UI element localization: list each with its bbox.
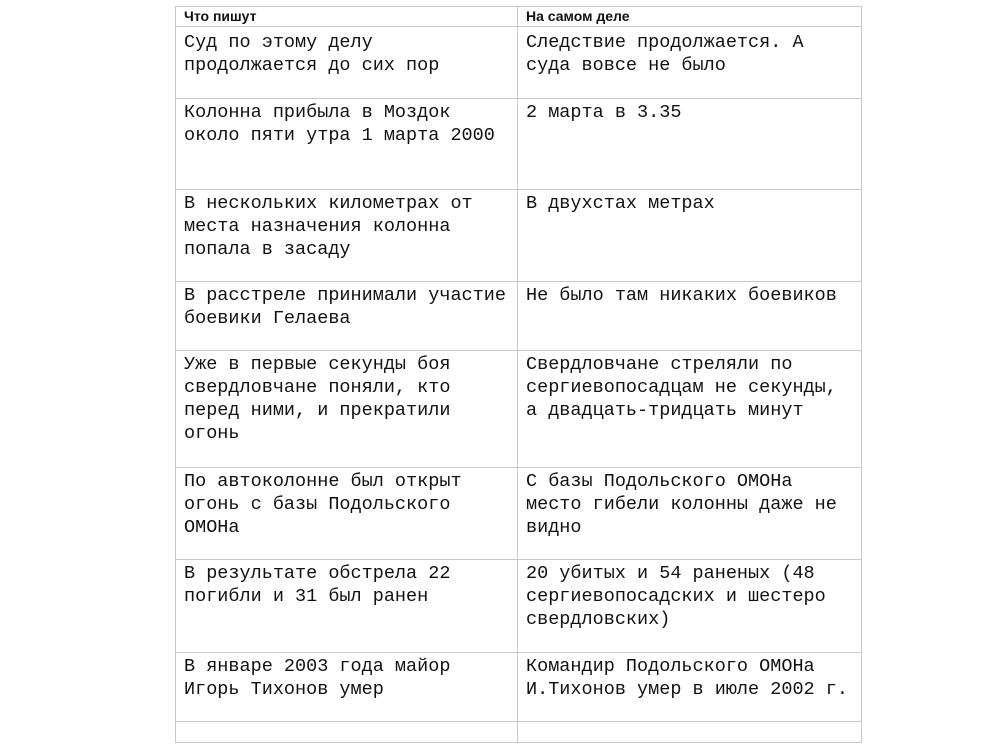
reality-cell [518,190,862,282]
reality-cell [518,351,862,468]
reality-text: 2 марта в 3.35 [526,102,682,123]
reality-text: В двухстах метрах [526,193,715,214]
reality-cell [518,468,862,560]
reality-cell [518,722,862,743]
table-row [176,351,862,468]
reality-cell [518,653,862,722]
claim-cell [176,560,518,653]
claim-text: В результате обстрела 22 погибли и 31 был ранен [184,563,451,607]
claim-text: В январе 2003 года майор Игорь Тихонов умер [184,656,451,700]
reality-text: Свердловчане стреляли по сергиевопосадцам не секунды, а двадцать-тридцать минут [526,354,837,421]
reality-cell [518,282,862,351]
claim-text: Суд по этому делу продолжается до сих пор [184,32,440,76]
table-row [176,190,862,282]
claim-cell [176,468,518,560]
table-header-row [176,7,862,27]
claim-cell [176,282,518,351]
claim-text [184,722,509,724]
table-row [176,27,862,99]
claim-cell [176,351,518,468]
claim-cell [176,27,518,99]
header-reality: На самом деле [518,7,862,27]
reality-text: Следствие продолжается. А суда вовсе не было [526,32,804,76]
claim-cell [176,653,518,722]
claim-text: По автоколонне был открыт огонь с базы Подольского ОМОНа [184,471,462,538]
reality-cell [518,27,862,99]
comparison-table [175,6,862,743]
claim-text: В расстреле принимали участие боевики Гелаева [184,285,506,329]
header-claim: Что пишут [176,7,518,27]
reality-cell [518,99,862,190]
claim-text: Уже в первые секунды боя свердловчане поняли, кто перед ними, и прекратили огонь [184,354,451,444]
table-row-empty [176,722,862,743]
reality-text: 20 убитых и 54 раненых (48 сергиевопосадских и шестеро свердловских) [526,563,826,630]
reality-text: С базы Подольского ОМОНа место гибели колонны даже не видно [526,471,837,538]
reality-text: Командир Подольского ОМОНа И.Тихонов умер в июле 2002 г. [526,656,848,700]
reality-text [526,722,853,724]
table-row [176,468,862,560]
claim-cell [176,99,518,190]
reality-text: Не было там никаких боевиков [526,285,837,306]
reality-cell [518,560,862,653]
table-row [176,653,862,722]
table-row [176,99,862,190]
claim-text: В нескольких километрах от места назначения колонна попала в засаду [184,193,473,260]
table-row [176,560,862,653]
table-row [176,282,862,351]
claim-cell [176,722,518,743]
claim-text: Колонна прибыла в Моздок около пяти утра 1 марта 2000 [184,102,495,146]
claim-cell [176,190,518,282]
